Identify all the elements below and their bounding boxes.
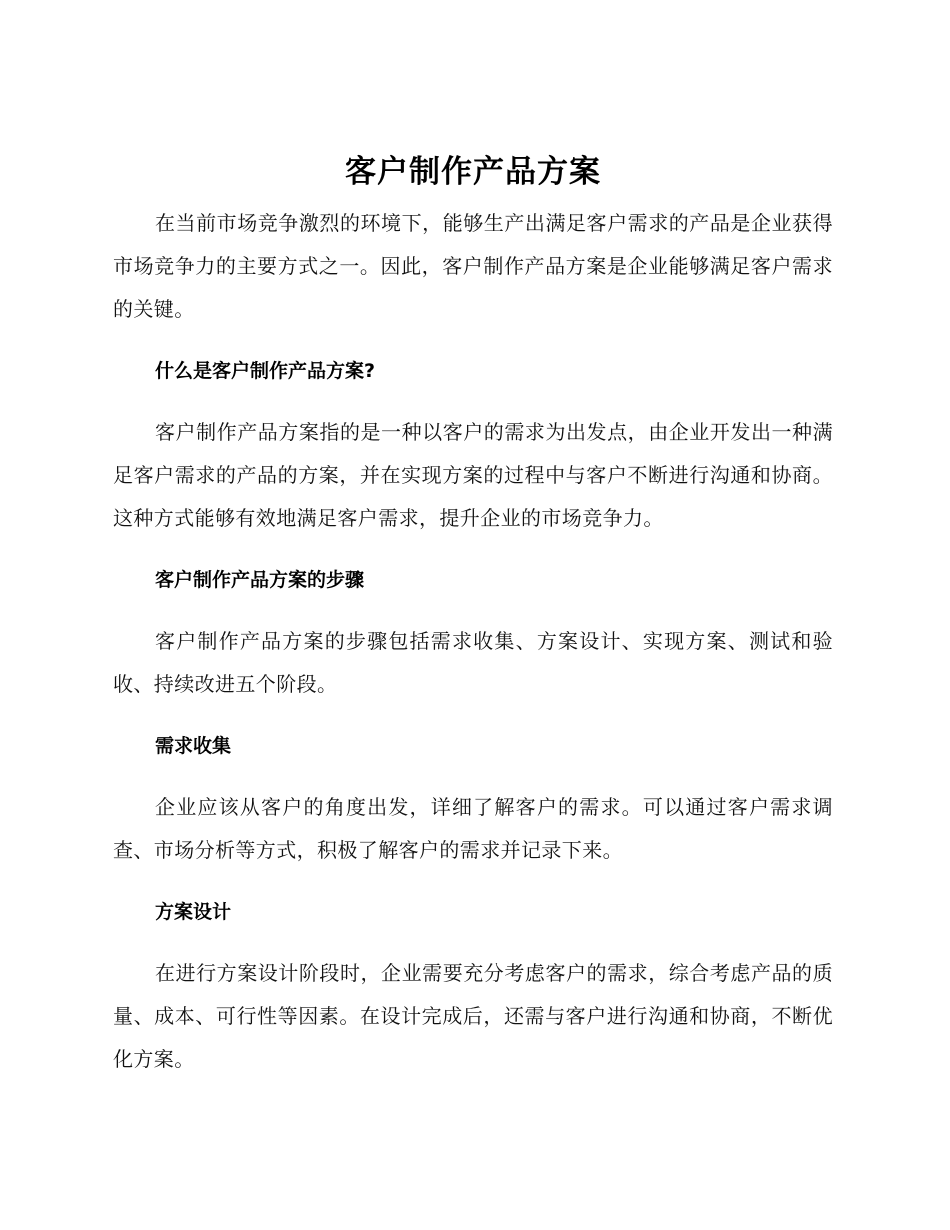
section-paragraph-steps: 客户制作产品方案的步骤包括需求收集、方案设计、实现方案、测试和验收、持续改进五个阶段。 xyxy=(113,629,833,696)
spacer xyxy=(113,592,833,620)
section-heading-design: 方案设计 xyxy=(155,901,232,923)
section-heading-requirements: 需求收集 xyxy=(155,735,232,757)
spacer xyxy=(113,540,833,569)
section-paragraph-requirements: 企业应该从客户的角度出发，详细了解客户的需求。可以通过客户需求调查、市场分析等方式，积极了解客户的需求并记录下来。 xyxy=(113,795,833,862)
spacer xyxy=(113,331,833,360)
section-heading-what-is: 什么是客户制作产品方案? xyxy=(155,360,376,382)
intro-paragraph: 在当前市场竞争激烈的环境下，能够生产出满足客户需求的产品是企业获得市场竞争力的主要方式之一。因此，客户制作产品方案是企业能够满足客户需求的关键。 xyxy=(113,211,833,321)
section-paragraph-design: 在进行方案设计阶段时，企业需要充分考虑客户的需求，综合考虑产品的质量、成本、可行性等因素。在设计完成后，还需与客户进行沟通和协商，不断优化方案。 xyxy=(113,961,833,1071)
spacer xyxy=(113,706,833,735)
spacer xyxy=(113,924,833,952)
section-paragraph-what-is: 客户制作产品方案指的是一种以客户的需求为出发点，由企业开发出一种满足客户需求的产品的方案，并在实现方案的过程中与客户不断进行沟通和协商。这种方式能够有效地满足客户需求，提升企业的市场竞争力。 xyxy=(113,420,833,530)
spacer xyxy=(113,758,833,786)
document-title: 客户制作产品方案 xyxy=(345,154,601,190)
document-content xyxy=(113,150,833,1081)
spacer xyxy=(113,383,833,411)
section-heading-steps: 客户制作产品方案的步骤 xyxy=(155,569,365,591)
spacer xyxy=(113,872,833,901)
